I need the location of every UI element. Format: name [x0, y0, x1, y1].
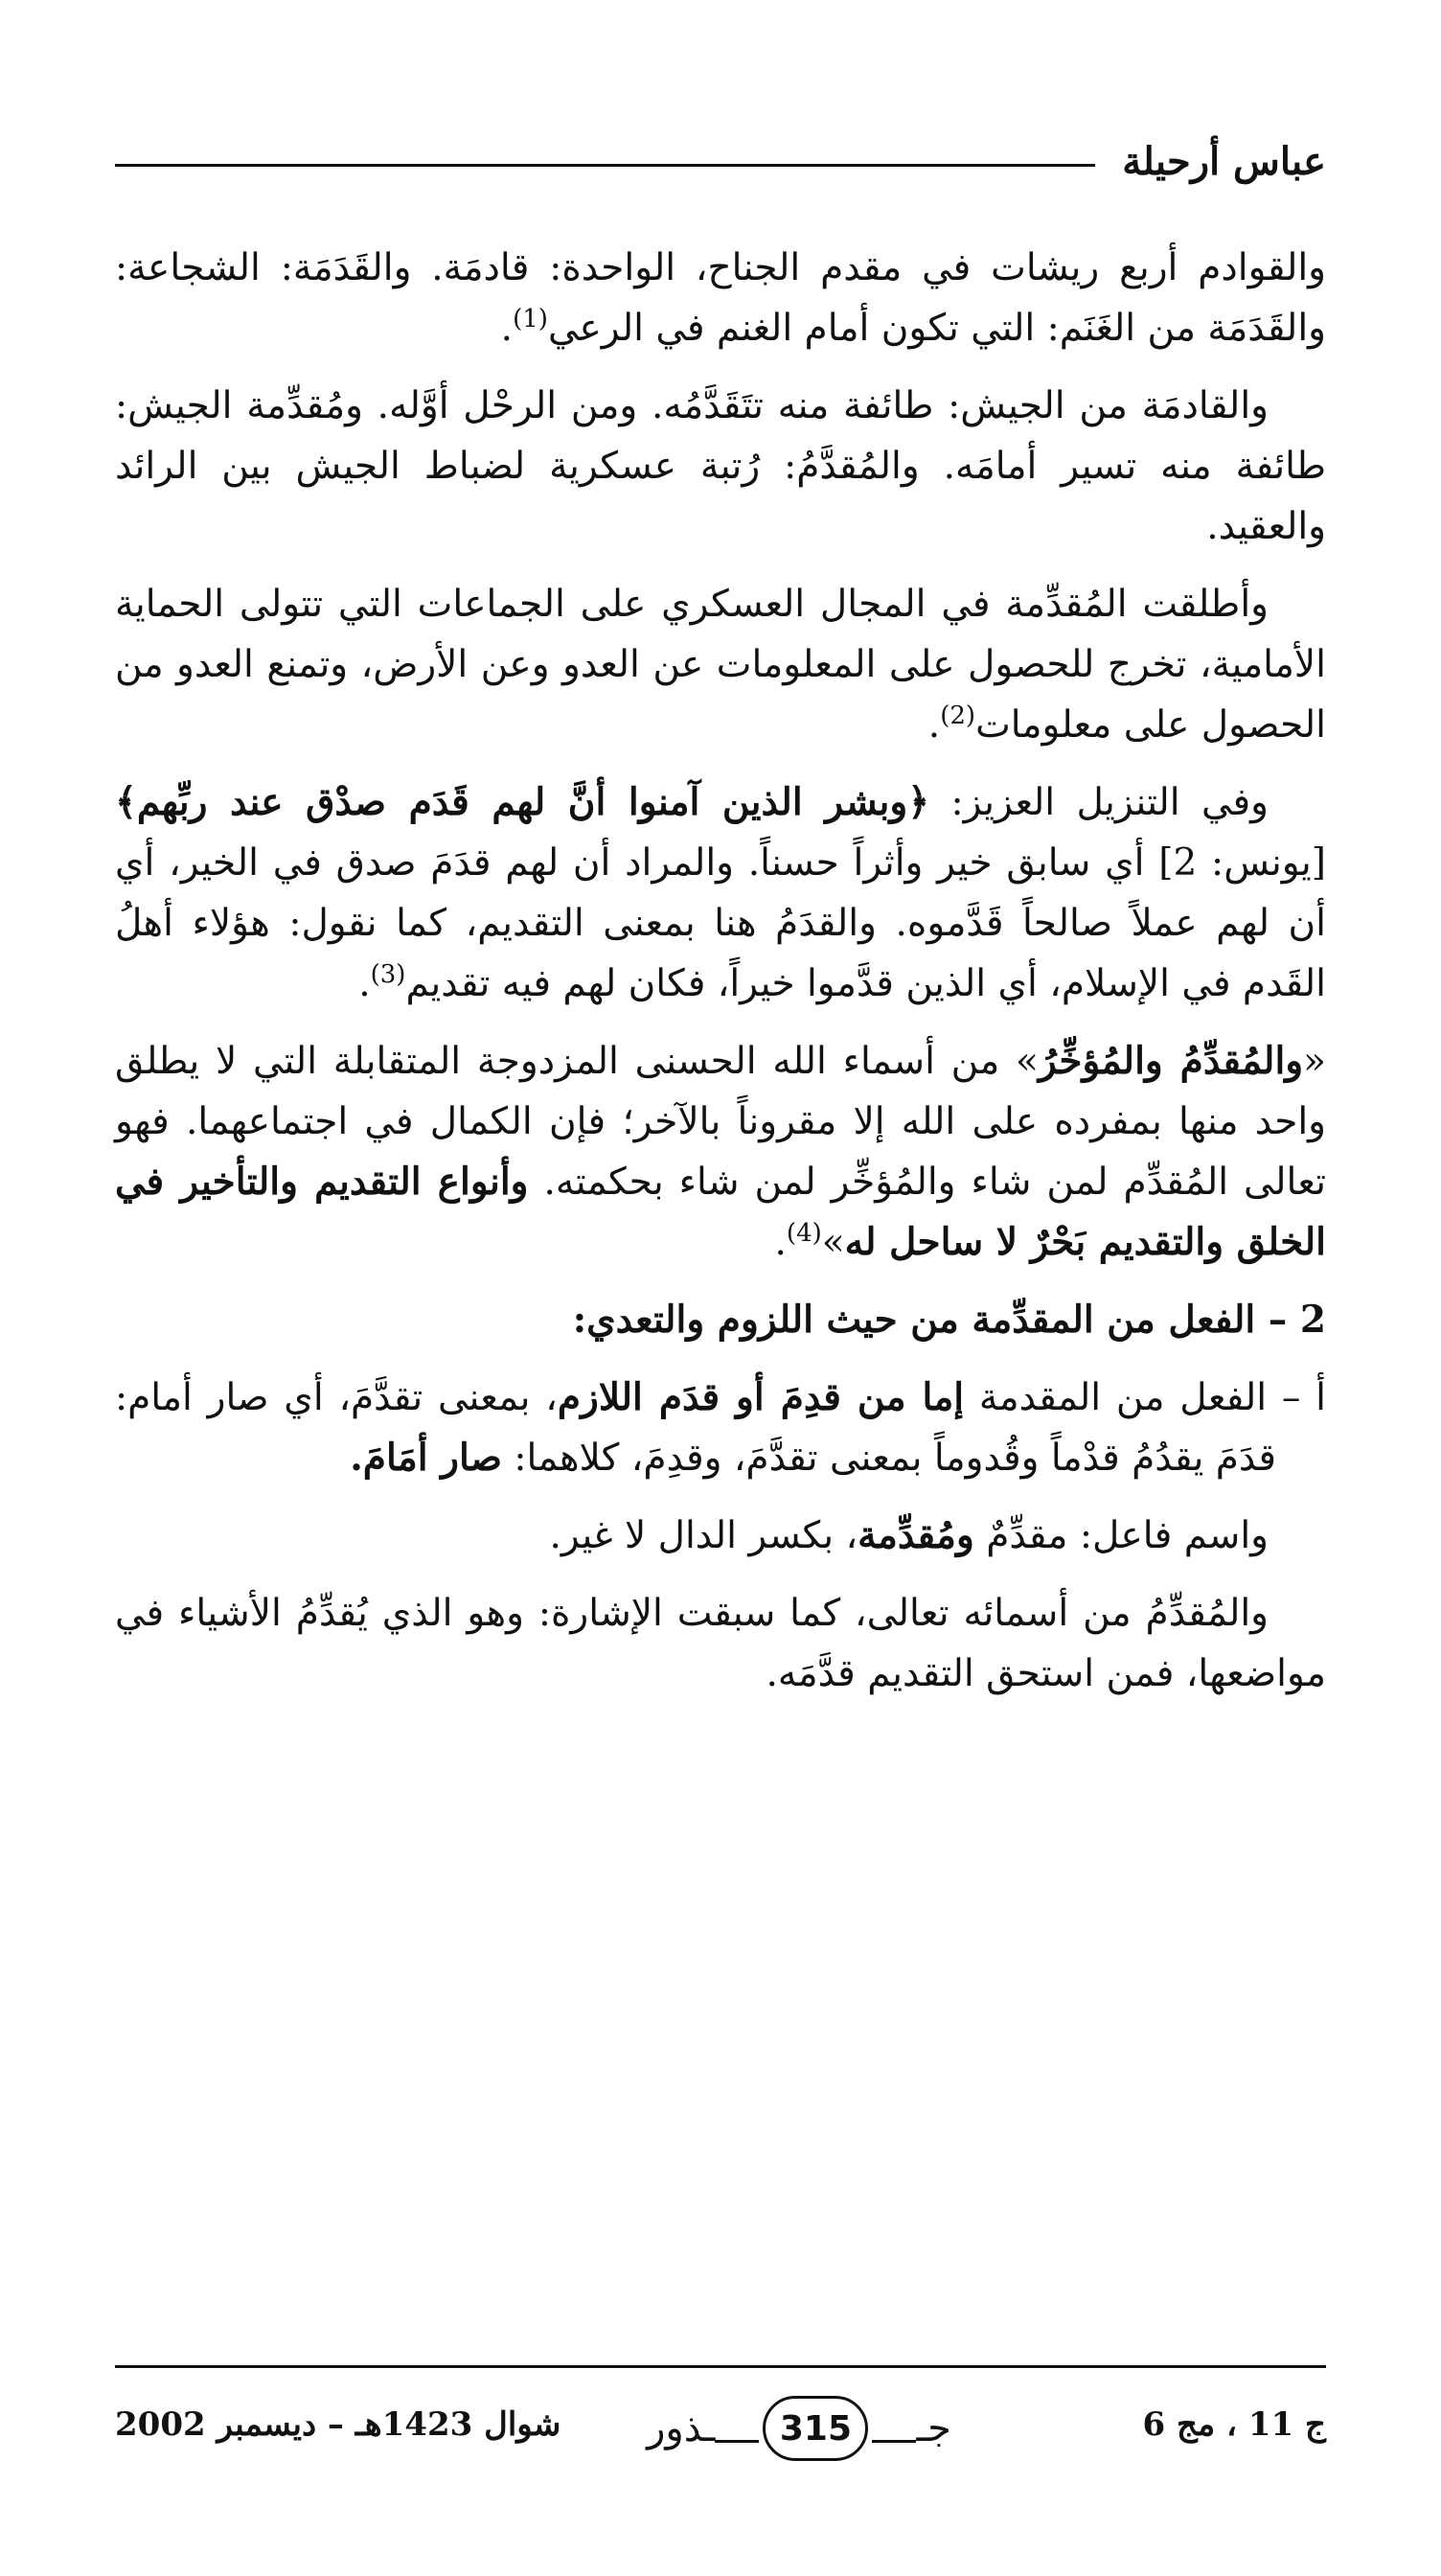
- footnote-ref-4[interactable]: (4): [786, 1219, 822, 1248]
- issue-date: شوال 1423هـ – ديسمبر 2002: [115, 2405, 561, 2444]
- paragraph-1: [115, 238, 1326, 358]
- journal-name-end: ـذور: [647, 2406, 716, 2450]
- paragraph-3-end: .: [927, 703, 941, 747]
- footer-rule: [115, 2365, 1326, 2368]
- paragraph-5-text: » من أسماء الله الحسنى المزدوجة المتقابلة التي لا يطلق واحد منها بمفرده على الله إلا مقروناً بالآخر؛ فإن الكمال في اجتماعهما. فهو تعالى المُقدِّم لمن شاء والمُؤخِّر لمن شاء بحكمته.: [115, 1040, 1326, 1204]
- quote-open: «: [1303, 1040, 1326, 1083]
- quote-close: »: [821, 1221, 845, 1264]
- page-footer: [115, 2386, 1326, 2472]
- paragraph-5-emphasis: وأنواع التقديم والتأخير في الخلق والتقديم بَحْرٌ لا ساحل له: [115, 1160, 1326, 1264]
- paragraph-7-bold: ومُقدِّمة: [858, 1513, 974, 1557]
- journal-line-right: [872, 2440, 916, 2443]
- paragraph-3: [115, 574, 1326, 755]
- paragraph-4: [115, 772, 1326, 1014]
- footnote-ref-3[interactable]: (3): [370, 960, 406, 989]
- paragraph-6-text-2: ، بمعنى تقدَّمَ، أي صار أمام: قدَمَ يقدُمُ قدْماً وقُدوماً بمعنى تقدَّمَ، وقدِمَ، كلاهما:: [115, 1376, 1276, 1480]
- journal-line-left: [715, 2440, 759, 2443]
- paragraph-3-text: وأطلقت المُقدِّمة في المجال العسكري على الجماعات التي تتولى الحماية الأمامية، تخرج للحصول على المعلومات عن العدو وعن الأرض، وتمنع العدو من الحصول على معلومات: [115, 583, 1326, 747]
- paragraph-4-end: .: [358, 962, 371, 1005]
- paragraph-8: [115, 1583, 1326, 1704]
- journal-mark: [617, 2390, 981, 2467]
- footnote-ref-2[interactable]: (2): [940, 702, 976, 730]
- paragraph-8-text: والمُقدِّمُ من أسمائه تعالى، كما سبقت الإشارة: وهو الذي يُقدِّمُ الأشياء في مواضعها، فمن استحق التقديم قدَّمَه.: [115, 1592, 1326, 1695]
- header-rule: [115, 164, 1095, 167]
- paragraph-6-bold-2: صار أمَامَ.: [350, 1436, 502, 1480]
- paragraph-5: [115, 1031, 1326, 1273]
- running-header: [115, 132, 1326, 190]
- paragraph-6-bold-1: إما من قدِمَ أو قدَم اللازم: [557, 1375, 965, 1419]
- paragraph-2-text: والقادمَة من الجيش: طائفة منه تتَقَدَّمُه. ومن الرحْل أوَّله. ومُقدِّمة الجيش: طائفة منه تسير أمامَه. والمُقدَّمُ: رُتبة عسكرية لضباط الجيش بين الرائد والعقيد.: [115, 384, 1326, 548]
- page-number: 315: [763, 2396, 868, 2461]
- issue-info: ج 11 ، مج 6: [1142, 2405, 1326, 2444]
- paragraph-6: [115, 1368, 1326, 1488]
- paragraph-1-text: والقوادم أربع ريشات في مقدم الجناح، الواحدة: قادمَة. والقَدَمَة: الشجاعة: والقَدَمَة من الغَنَم: التي تكون أمام الغنم في الرعي: [115, 246, 1326, 350]
- journal-name-start: جـ: [916, 2406, 951, 2450]
- paragraph-6-text-1: أ – الفعل من المقدمة: [964, 1376, 1326, 1419]
- author-name: عباس أرحيلة: [1122, 138, 1326, 184]
- paragraph-2: [115, 376, 1326, 557]
- paragraph-7: [115, 1506, 1326, 1566]
- quran-verse: ﴿وبشر الذين آمنوا أنَّ لهم قَدَم صدْق عند ربِّهم﴾: [115, 780, 930, 824]
- section-heading: 2 – الفعل من المقدِّمة من حيث اللزوم والتعدي:: [572, 1298, 1326, 1342]
- paragraph-7-text-1: واسم فاعل: مقدِّمٌ: [973, 1514, 1269, 1557]
- footnote-ref-1[interactable]: (1): [513, 305, 548, 334]
- article-body: [115, 238, 1326, 1721]
- divine-names: والمُقدِّمُ والمُؤخِّرُ: [1038, 1039, 1304, 1083]
- paragraph-5-end: .: [774, 1221, 787, 1264]
- paragraph-1-end: .: [500, 307, 514, 350]
- paragraph-4-lead: وفي التنزيل العزيز:: [929, 781, 1269, 824]
- paragraph-7-text-2: ، بكسر الدال لا غير.: [549, 1514, 858, 1557]
- paragraph-4-rest: [يونس: 2] أي سابق خير وأثراً حسناً. والمراد أن لهم قدَمَ صدق في الخير، أي أن لهم عملاً صالحاً قَدَّموه. والقدَمُ هنا بمعنى التقديم، كما نقول: هؤلاء أهلُ القَدم في الإسلام، أي الذين قدَّموا خيراً، فكان لهم فيه تقديم: [115, 841, 1326, 1005]
